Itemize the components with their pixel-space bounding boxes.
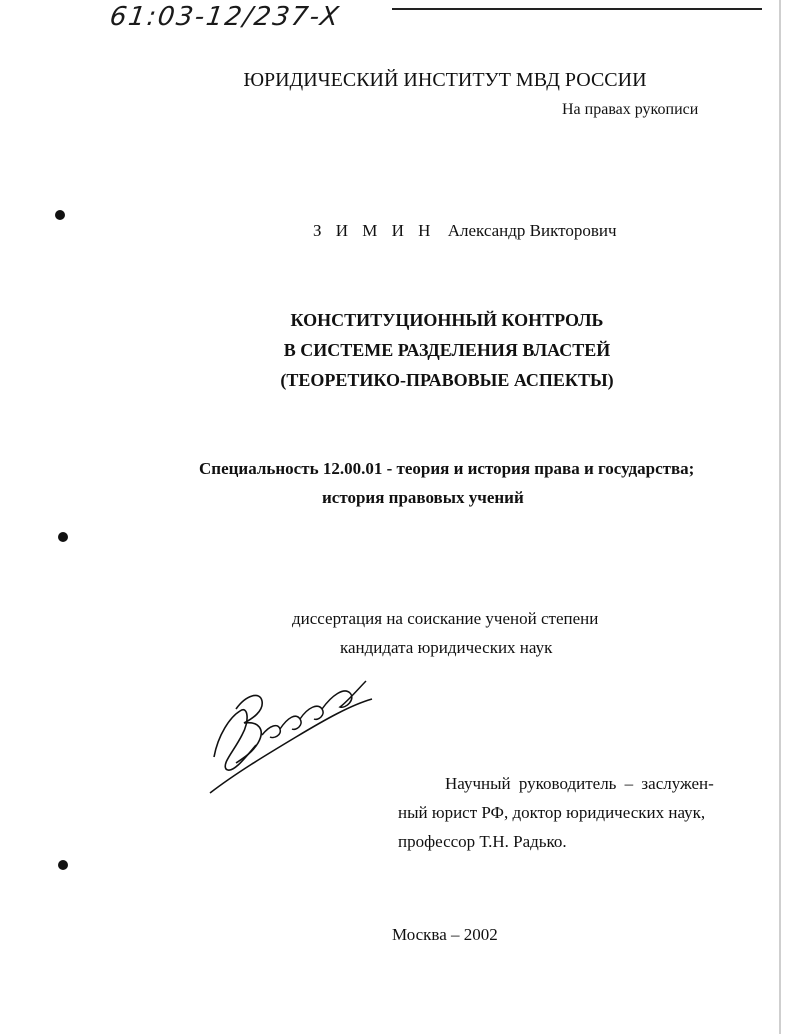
city-and-year: Москва – 2002: [392, 925, 498, 944]
punch-hole-mark: [58, 532, 68, 542]
degree-line-1: диссертация на соискание ученой степени: [292, 609, 599, 628]
title-line-3: (ТЕОРЕТИКО-ПРАВОВЫЕ АСПЕКТЫ): [280, 370, 614, 390]
supervisor-line-2: ный юрист РФ, доктор юридических наук,: [398, 803, 706, 822]
author-line: [313, 221, 617, 241]
supervisor-line-1: Научный руководитель – заслужен-: [445, 774, 714, 793]
degree-line-2: кандидата юридических наук: [340, 638, 553, 657]
title-line-2: В СИСТЕМЕ РАЗДЕЛЕНИЯ ВЛАСТЕЙ: [283, 340, 611, 360]
page-edge-shadow: [779, 0, 781, 1034]
archive-handwritten-note: 61:03-12/237-X: [107, 2, 343, 32]
punch-hole-mark: [58, 860, 68, 870]
specialty-line-2: история правовых учений: [322, 488, 524, 507]
specialty-line-1: Специальность 12.00.01 - теория и история права и государства;: [199, 459, 695, 478]
punch-hole-mark: [55, 210, 65, 220]
supervisor-line-3: профессор Т.Н. Радько.: [398, 832, 567, 851]
top-rule-line: [392, 8, 762, 10]
author-given-name: Александр Викторович: [447, 221, 617, 240]
author-signature: [196, 665, 386, 805]
institute-name: ЮРИДИЧЕСКИЙ ИНСТИТУТ МВД РОССИИ: [243, 69, 647, 91]
manuscript-rights-note: На правах рукописи: [562, 101, 699, 118]
title-line-1: КОНСТИТУЦИОННЫЙ КОНТРОЛЬ: [290, 310, 604, 330]
author-surname: З И М И Н: [313, 221, 436, 240]
